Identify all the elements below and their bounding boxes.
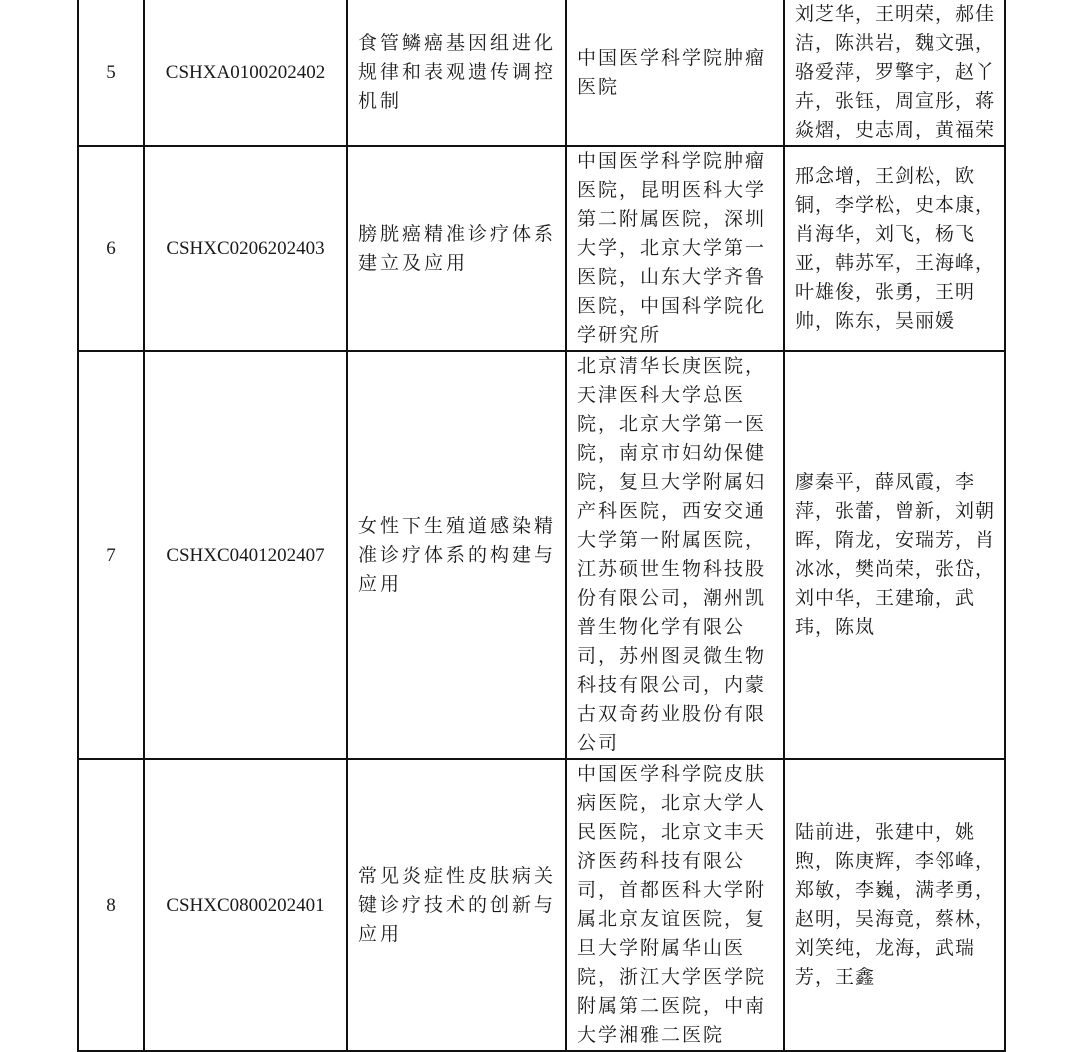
people: 廖秦平，薛凤霞，李萍，张蕾，曾新，刘朝晖，隋龙，安瑞芳，肖冰冰，樊尚荣，张岱，刘中华，王建瑜，武玮，陈岚 bbox=[784, 351, 1005, 759]
project-code: CSHXC0401202407 bbox=[144, 351, 347, 759]
table-row bbox=[78, 0, 1005, 146]
organizations: 北京清华长庚医院，天津医科大学总医院，北京大学第一医院，南京市妇幼保健院，复旦大学附属妇产科医院，西安交通大学第一附属医院，江苏硕世生物科技股份有限公司，潮州凯普生物化学有限公司，苏州图灵微生物科技有限公司，内蒙古双奇药业股份有限公司 bbox=[566, 351, 784, 759]
organizations: 中国医学科学院肿瘤医院 bbox=[566, 0, 784, 146]
row-number: 5 bbox=[78, 0, 144, 146]
people: 邢念增，王剑松，欧铜，李学松，史本康，肖海华，刘飞，杨飞亚，韩苏军，王海峰，叶雄俊，张勇，王明帅，陈东，吴丽媛 bbox=[784, 146, 1005, 351]
project-code: CSHXC0800202401 bbox=[144, 759, 347, 1051]
table-row bbox=[78, 759, 1005, 1051]
project-title: 食管鳞癌基因组进化规律和表观遗传调控机制 bbox=[347, 0, 566, 146]
row-number: 7 bbox=[78, 351, 144, 759]
people: 刘芝华，王明荣，郝佳洁，陈洪岩，魏文强，骆爱萍，罗擎宇，赵丫卉，张钰，周宣彤，蒋焱熠，史志周，黄福荣 bbox=[784, 0, 1005, 146]
table-row bbox=[78, 351, 1005, 759]
row-number: 8 bbox=[78, 759, 144, 1051]
organizations: 中国医学科学院肿瘤医院，昆明医科大学第二附属医院，深圳大学，北京大学第一医院，山东大学齐鲁医院，中国科学院化学研究所 bbox=[566, 146, 784, 351]
awards-table bbox=[77, 0, 1006, 1052]
people: 陆前进，张建中，姚煦，陈庚辉，李邻峰，郑敏，李巍，满孝勇，赵明，吴海竟，蔡林，刘笑纯，龙海，武瑞芳，王鑫 bbox=[784, 759, 1005, 1051]
organizations: 中国医学科学院皮肤病医院，北京大学人民医院，北京文丰天济医药科技有限公司，首都医科大学附属北京友谊医院，复旦大学附属华山医院，浙江大学医学院附属第二医院，中南大学湘雅二医院 bbox=[566, 759, 784, 1051]
row-number: 6 bbox=[78, 146, 144, 351]
project-title: 膀胱癌精准诊疗体系建立及应用 bbox=[347, 146, 566, 351]
project-title: 常见炎症性皮肤病关键诊疗技术的创新与应用 bbox=[347, 759, 566, 1051]
project-title: 女性下生殖道感染精准诊疗体系的构建与应用 bbox=[347, 351, 566, 759]
project-code: CSHXA0100202402 bbox=[144, 0, 347, 146]
table-row bbox=[78, 146, 1005, 351]
project-code: CSHXC0206202403 bbox=[144, 146, 347, 351]
